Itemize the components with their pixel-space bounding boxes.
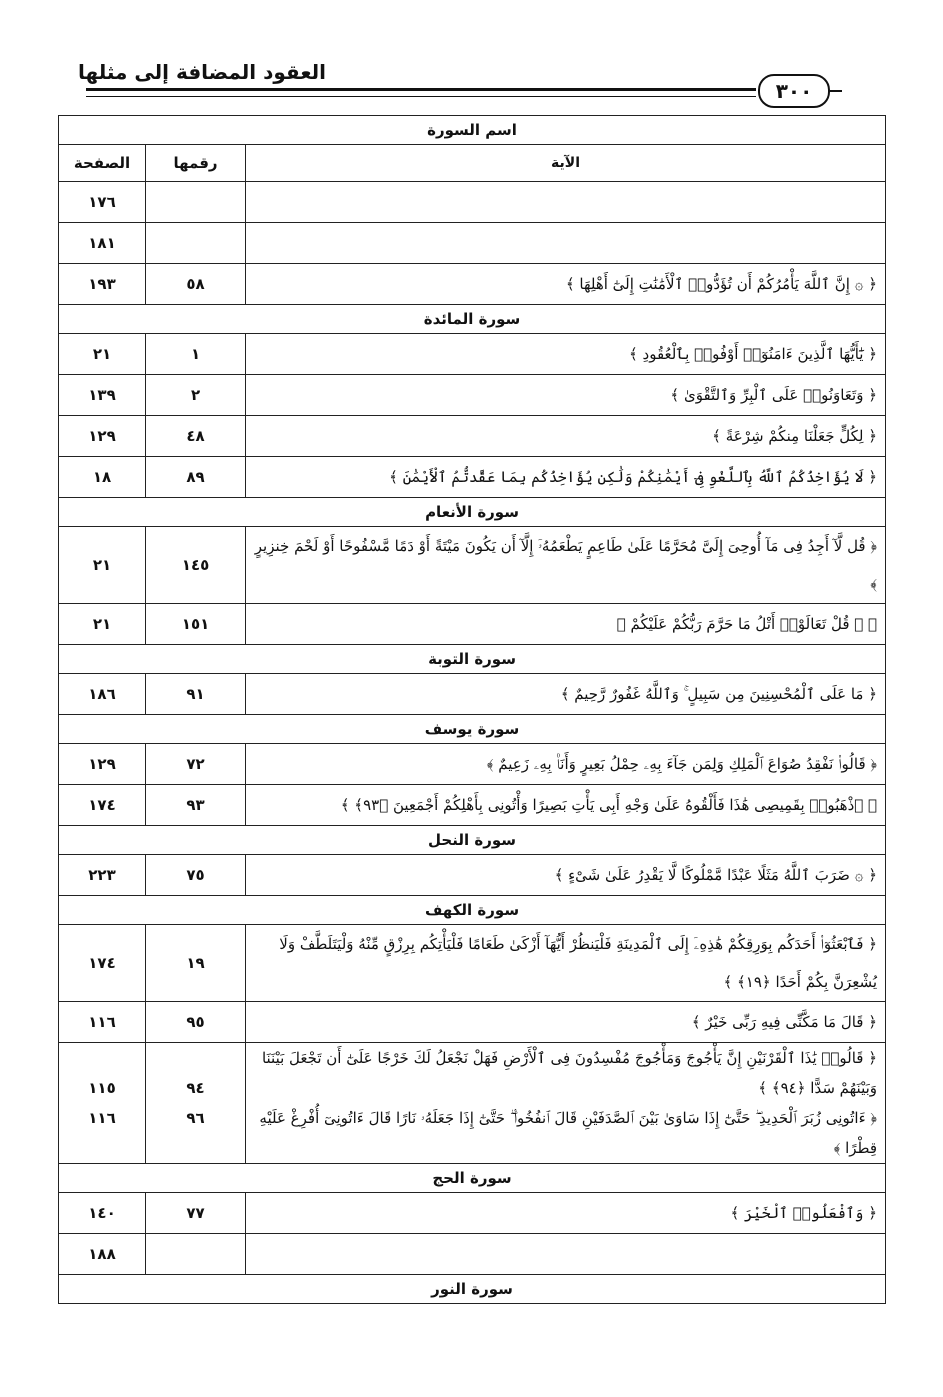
verse-text: ﴿ قَالُوا۟ نَفْقِدُ صُوَاعَ ٱلْمَلِكِ وَلِمَن جَآءَ بِهِۦ حِمْلُ بَعِيرٍ وَأَنَا۠ بِهِۦ زَعِيمٌ ﴾: [246, 744, 886, 785]
sura-heading: سورة الأنعام: [59, 498, 886, 527]
sura-heading: سورة الكهف: [59, 896, 886, 925]
sura-heading-row: [59, 1164, 886, 1193]
col-header-number: رقمها: [146, 145, 246, 182]
sura-heading-row: [59, 896, 886, 925]
page-ref: ١٩٣: [59, 264, 146, 305]
column-header-row: [59, 145, 886, 182]
header-rule-thick: [86, 88, 756, 91]
table-row: [59, 744, 886, 785]
col-header-page: الصفحة: [59, 145, 146, 182]
sura-heading-row: [59, 1275, 886, 1304]
table-row: [59, 674, 886, 715]
verse-text: ﴿ لِكُلٍّ جَعَلْنَا مِنكُمْ شِرْعَةً ﴾: [246, 416, 886, 457]
page-ref: ١٨٨: [59, 1234, 146, 1275]
verse-text: ﴿ مَا عَلَى ٱلْمُحْسِنِينَ مِن سَبِيلٍ ۚ وَٱللَّهُ غَفُورٌ رَّحِيمٌ ﴾: [246, 674, 886, 715]
verse-text: ﴿ قَالُوا۟ يَٰذَا ٱلْقَرْنَيْنِ إِنَّ يَأْجُوجَ وَمَأْجُوجَ مُفْسِدُونَ فِى ٱلْأَرْضِ فَهَلْ نَجْعَلُ لَكَ خَرْجًا عَلَىٰٓ أَن تَجْعَلَ بَيْنَنَا وَبَيْنَهُمْ سَدًّا ﴿٩٤﴾ ﴾: [261, 1049, 878, 1097]
table-row: [59, 604, 886, 645]
verse-number: ١٩: [146, 925, 246, 1002]
verse-text: ﴿ قُل لَّآ أَجِدُ فِى مَآ أُوحِىَ إِلَىَّ مُحَرَّمًا عَلَىٰ طَاعِمٍ يَطْعَمُهُۥٓ إِلَّآ أَن يَكُونَ مَيْتَةً أَوْ دَمًا مَّسْفُوحًا أَوْ لَحْمَ خِنزِيرٍ ﴾: [246, 527, 886, 604]
verse-number: ٧٢: [146, 744, 246, 785]
table-row: [59, 527, 886, 604]
table-row: [59, 375, 886, 416]
table-row: [59, 416, 886, 457]
page-ref: ٢١: [59, 604, 146, 645]
verse-text: ﴿ ۞ إِنَّ ٱللَّهَ يَأْمُرُكُمْ أَن تُؤَدُّوا۟ ٱلْأَمَٰنَٰتِ إِلَىٰٓ أَهْلِهَا ﴾: [246, 264, 886, 305]
verse-text: [246, 1234, 886, 1275]
verse-text: [246, 182, 886, 223]
verse-text: ﴿ ءَاتُونِى زُبَرَ ٱلْحَدِيدِ ۖ حَتَّىٰٓ إِذَا سَاوَىٰ بَيْنَ ٱلصَّدَفَيْنِ قَالَ ٱنفُخُوا۟ ۖ حَتَّىٰٓ إِذَا جَعَلَهُۥ نَارًا قَالَ ءَاتُونِىٓ أُفْرِغْ عَلَيْهِ قِطْرًا ﴾: [259, 1109, 878, 1157]
table-row: [59, 264, 886, 305]
page-ref: ١٤٠: [59, 1193, 146, 1234]
verse-number: ٤٨: [146, 416, 246, 457]
sura-heading-row: [59, 715, 886, 744]
verse-number: ٩٦: [186, 1109, 205, 1127]
verse-number: ٨٩: [146, 457, 246, 498]
table-row: [59, 855, 886, 896]
page-ref: ١٨: [59, 457, 146, 498]
table-row: [59, 1002, 886, 1043]
table-row: [59, 334, 886, 375]
verse-text: ﴿ ۞ ضَرَبَ ٱللَّهُ مَثَلًا عَبْدًا مَّمْلُوكًا لَّا يَقْدِرُ عَلَىٰ شَىْءٍ ﴾: [246, 855, 886, 896]
table-title-row: [59, 116, 886, 145]
table-row: [59, 457, 886, 498]
header-rule-thin: [86, 96, 756, 97]
sura-heading: سورة النور: [59, 1275, 886, 1304]
verse-number: [146, 1234, 246, 1275]
table-title: اسم السورة: [59, 116, 886, 145]
sura-heading-row: [59, 305, 886, 334]
verse-number: ٩١: [146, 674, 246, 715]
sura-heading: سورة المائدة: [59, 305, 886, 334]
verse-number: [146, 223, 246, 264]
verse-number: ١: [146, 334, 246, 375]
verse-number: ٥٨: [146, 264, 246, 305]
verse-text: ﴿ وَتَعَاوَنُوا۟ عَلَى ٱلْبِرِّ وَٱلتَّقْوَىٰ ﴾: [246, 375, 886, 416]
verse-text: ﴿ فَٱبْعَثُوٓا۟ أَحَدَكُم بِوَرِقِكُمْ هَٰذِهِۦٓ إِلَى ٱلْمَدِينَةِ فَلْيَنظُرْ أَيُّهَآ أَزْكَىٰ طَعَامًا فَلْيَأْتِكُم بِرِزْقٍ مِّنْهُ وَلْيَتَلَطَّفْ وَلَا يُشْعِرَنَّ بِكُمْ أَحَدًا ﴿١٩﴾ ﴾: [246, 925, 886, 1002]
sura-heading: سورة النحل: [59, 826, 886, 855]
sura-heading-row: [59, 498, 886, 527]
page-ref: ١٨٦: [59, 674, 146, 715]
sura-heading-row: [59, 645, 886, 674]
page-ref: ١٢٩: [59, 416, 146, 457]
verse-cell: [246, 1043, 886, 1164]
page-ref: ١٣٩: [59, 375, 146, 416]
verse-text: ﴿ وَٱفْعَلُوا۟ ٱلْخَيْرَ ﴾: [246, 1193, 886, 1234]
page-ref-cell: [59, 1043, 146, 1164]
page-ref: ١١٦: [59, 1002, 146, 1043]
sura-heading: سورة التوبة: [59, 645, 886, 674]
page-ref: ١٨١: [59, 223, 146, 264]
sura-heading-row: [59, 826, 886, 855]
verse-index-table: [58, 115, 886, 1304]
table-row: [59, 223, 886, 264]
verse-number: ١٤٥: [146, 527, 246, 604]
verse-text: ﴿ ۞ قُلْ تَعَالَوْا۟ أَتْلُ مَا حَرَّمَ رَبُّكُمْ عَلَيْكُمْ ﴾: [246, 604, 886, 645]
page-ref: ٢١: [59, 527, 146, 604]
verse-text: [246, 223, 886, 264]
table-row: [59, 785, 886, 826]
verse-number: ٧٥: [146, 855, 246, 896]
col-header-verse: الآية: [246, 145, 886, 182]
page-ref: ١٧٤: [59, 925, 146, 1002]
verse-number: ٩٤: [186, 1079, 205, 1097]
page-ref: ٢٢٣: [59, 855, 146, 896]
sura-heading: سورة الحج: [59, 1164, 886, 1193]
verse-text: ﴿ لَا يُؤَاخِذُكُمُ ٱللَّهُ بِٱللَّغْوِ فِىٓ أَيْمَٰنِكُمْ وَلَٰكِن يُؤَاخِذُكُم بِمَا عَقَّدتُّمُ ٱلْأَيْمَٰنَ ﴾: [246, 457, 886, 498]
verse-number: [146, 182, 246, 223]
verse-text: ﴿ يَٰٓأَيُّهَا ٱلَّذِينَ ءَامَنُوٓا۟ أَوْفُوا۟ بِٱلْعُقُودِ ﴾: [246, 334, 886, 375]
page-ref: ١٧٦: [59, 182, 146, 223]
page-ref: ١٧٤: [59, 785, 146, 826]
page-ref: ١١٥: [88, 1079, 116, 1097]
page-number: ٣٠٠: [758, 74, 830, 108]
page-number-tick: [828, 90, 842, 92]
verse-number-cell: [146, 1043, 246, 1164]
sura-heading: سورة يوسف: [59, 715, 886, 744]
table-row: [59, 925, 886, 1002]
verse-number: ٧٧: [146, 1193, 246, 1234]
page-ref: ٢١: [59, 334, 146, 375]
book-title: العقود المضافة إلى مثلها: [78, 60, 326, 84]
page-ref: ١٢٩: [59, 744, 146, 785]
verse-text: ﴿ قَالَ مَا مَكَّنِّى فِيهِ رَبِّى خَيْرٌ ﴾: [246, 1002, 886, 1043]
table-row: [59, 1234, 886, 1275]
table-row: [59, 1043, 886, 1164]
verse-number: ٢: [146, 375, 246, 416]
page-ref: ١١٦: [88, 1109, 116, 1127]
verse-number: ١٥١: [146, 604, 246, 645]
table-row: [59, 182, 886, 223]
verse-number: ٩٥: [146, 1002, 246, 1043]
verse-text: ﴿ ٱذْهَبُوا۟ بِقَمِيصِى هَٰذَا فَأَلْقُوهُ عَلَىٰ وَجْهِ أَبِى يَأْتِ بَصِيرًا وَأْتُونِى بِأَهْلِكُمْ أَجْمَعِينَ ﴿٩٣﴾ ﴾: [246, 785, 886, 826]
table-row: [59, 1193, 886, 1234]
verse-number: ٩٣: [146, 785, 246, 826]
page-header: [0, 0, 943, 110]
